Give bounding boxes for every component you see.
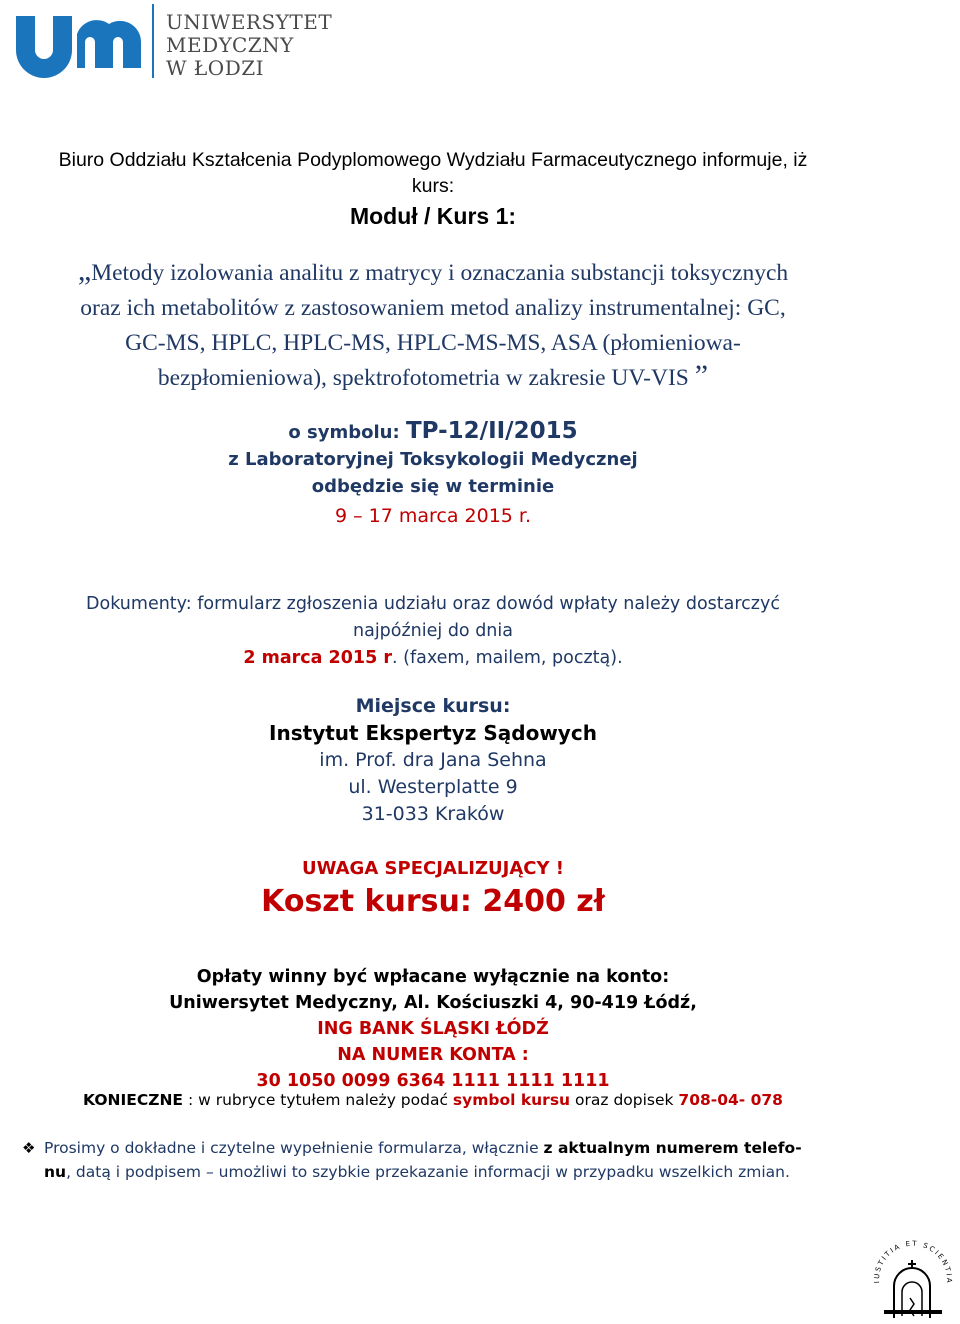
term-line: odbędzie się w terminie (311, 476, 555, 497)
form-note-text (44, 1136, 862, 1184)
venue-named-after: im. Prof. dra Jana Sehna (319, 749, 547, 771)
course-title-line-2: oraz ich metabolitów z zastosowaniem metod analizy instrumentalnej: GC, (80, 295, 786, 321)
university-logo (16, 2, 333, 82)
required-code: 708-04- 078 (678, 1091, 783, 1109)
module-title: Moduł / Kurs 1: (349, 203, 517, 229)
course-title-line-4 (0, 361, 866, 396)
venue-label: Miejsce kursu: (355, 695, 511, 717)
documents-line-2: najpóźniej do dnia (353, 621, 513, 641)
note-part-1: Prosimy o dokładne i czytelne wypełnienie formularza, włącznie (44, 1139, 544, 1157)
venue-city: 31-033 Kraków (361, 803, 505, 825)
documents-info (0, 591, 866, 672)
payment-line-2: Uniwersytet Medyczny, Al. Kościuszki 4, 90-419 Łódź, (169, 993, 697, 1013)
course-title-line-1 (0, 256, 866, 291)
course-symbol-phrase: symbol kursu (452, 1091, 571, 1109)
account-label: NA NUMER KONTA : (337, 1045, 529, 1065)
logo-line-3: W ŁODZI (166, 56, 265, 80)
bank-name: ING BANK ŚLĄSKI ŁÓDŹ (317, 1019, 549, 1039)
payment-line-1: Opłaty winny być wpłacane wyłącznie na konto: (196, 967, 670, 987)
required-label: KONIECZNE (83, 1091, 184, 1109)
note-part-2: , datą i podpisem – umożliwi to szybkie przekazanie informacji w przypadku wszelkich zmian. (66, 1163, 790, 1181)
payment-block (0, 964, 866, 1094)
course-title-line-3: GC-MS, HPLC, HPLC-MS, HPLC-MS-MS, ASA (płomieniowa- (125, 330, 741, 356)
note-bold-1: z aktualnym numerem telefo- (543, 1139, 802, 1157)
logo-line-1: UNIWERSYTET (166, 10, 333, 34)
required-text-2: oraz dopisek (570, 1091, 679, 1109)
iustitia-seal (866, 1228, 956, 1320)
deadline-date: 2 marca 2015 r (243, 648, 392, 668)
symbol-code: TP-12/II/2015 (405, 418, 578, 444)
course-line-1-text: Metody izolowania analitu z matrycy i oznaczania substancji toksycznych (91, 260, 789, 286)
close-quote: ” (694, 359, 709, 392)
logo-divider (152, 2, 156, 82)
um-logo-icon (16, 2, 146, 82)
open-quote: „ (77, 254, 92, 287)
diamond-bullet-icon: ❖ (22, 1139, 36, 1157)
form-note (22, 1136, 862, 1184)
logo-line-2: MEDYCZNY (166, 33, 294, 57)
logo-wordmark (166, 11, 332, 80)
deadline-rest: . (faxem, mailem, pocztą). (392, 648, 623, 668)
intro-line-2: kurs: (411, 175, 455, 197)
course-symbol-block (0, 418, 866, 500)
intro-line-1: Biuro Oddziału Kształcenia Podyplomowego Wydziału Farmaceutycznego informuje, iż (58, 149, 808, 171)
lab-line: z Laboratoryjnej Toksykologii Medycznej (228, 449, 638, 470)
required-note (0, 1091, 866, 1109)
symbol-line (0, 418, 866, 446)
warning-notice: UWAGA SPECJALIZUJĄCY ! (301, 858, 565, 879)
venue-institute: Instytut Ekspertyz Sądowych (269, 721, 597, 745)
course-dates: 9 – 17 marca 2015 r. (334, 505, 532, 527)
venue-street: ul. Westerplatte 9 (348, 776, 518, 798)
account-number: 30 1050 0099 6364 1111 1111 1111 (256, 1071, 610, 1091)
course-cost: Koszt kursu: 2400 zł (261, 884, 605, 919)
note-bold-2: nu (44, 1163, 67, 1181)
documents-line-1: Dokumenty: formularz zgłoszenia udziału oraz dowód wpłaty należy dostarczyć (86, 594, 780, 614)
seal-text: IUSTITIA ET SCIENTIA (872, 1239, 954, 1285)
course-line-4-text: bezpłomieniowa), spektrofotometria w zakresie UV-VIS (157, 365, 689, 391)
intro-text (0, 147, 866, 199)
symbol-label: o symbolu: (288, 422, 400, 443)
venue-block (0, 693, 866, 828)
documents-line-3 (0, 645, 866, 672)
required-text-1: : w rubryce tytułem należy podać (183, 1091, 453, 1109)
seal-icon (866, 1228, 956, 1320)
course-title (0, 256, 866, 396)
